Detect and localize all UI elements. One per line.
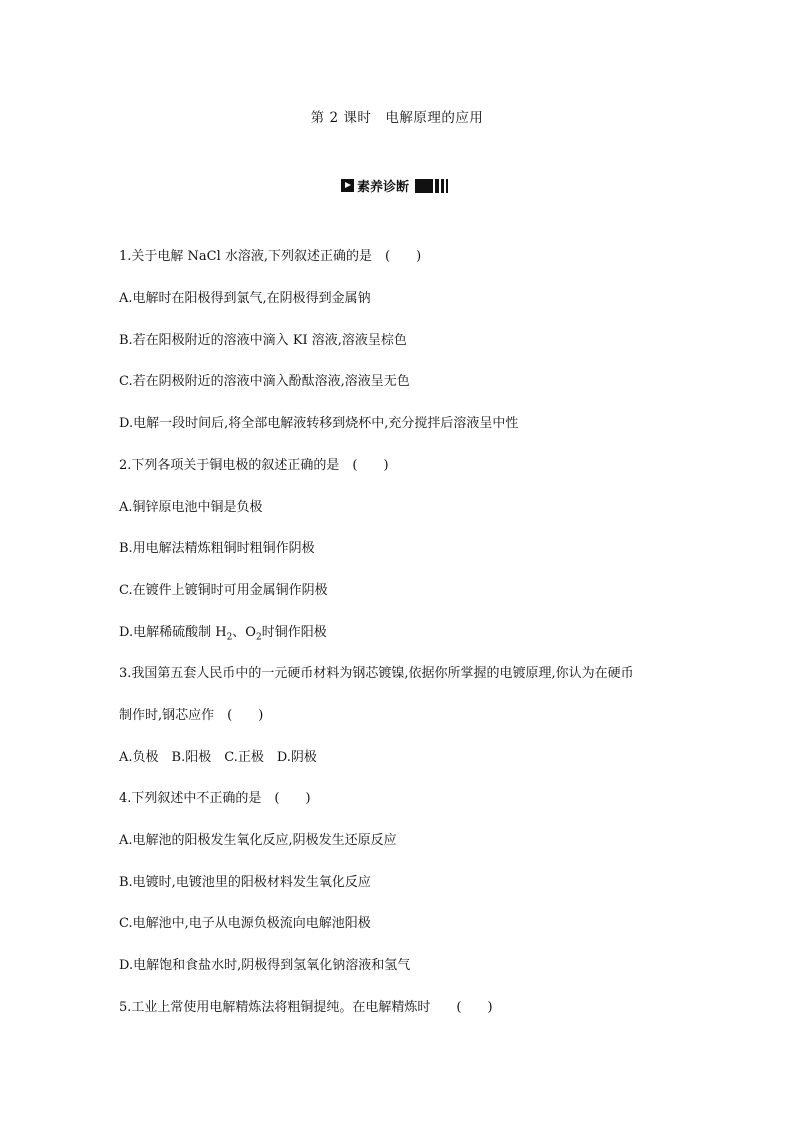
question-2: 2.下列各项关于铜电极的叙述正确的是 ( ) (119, 458, 389, 473)
section-banner (341, 177, 448, 194)
question-2-option-d (119, 621, 327, 643)
question-2-option-a: A.铜锌原电池中铜是负极 (119, 500, 263, 515)
section-label: 素养诊断 (357, 180, 410, 195)
question-3-continued: 制作时,钢芯应作 ( ) (119, 708, 264, 723)
q2d-sub1: 2 (226, 632, 233, 643)
question-3-options: A.负极 B.阳极 C.正极 D.阴极 (119, 750, 317, 765)
question-4-option-a: A.电解池的阳极发生氧化反应,阴极发生还原反应 (119, 833, 397, 848)
question-3: 3.我国第五套人民币中的一元硬币材料为钢芯镀镍,依据你所掌握的电镀原理,你认为在硬币 (119, 666, 634, 681)
q2d-suffix: 时铜作阳极 (261, 625, 327, 640)
page-title: 第 2 课时 电解原理的应用 (310, 110, 484, 126)
question-5: 5.工业上常使用电解精炼法将粗铜提纯。在电解精炼时 ( ) (119, 1000, 493, 1015)
question-1-option-c: C.若在阴极附近的溶液中滴入酚酞溶液,溶液呈无色 (119, 374, 410, 389)
question-4: 4.下列叙述中不正确的是 ( ) (119, 791, 311, 806)
question-1-option-a: A.电解时在阳极得到氯气,在阴极得到金属钠 (119, 291, 371, 306)
question-2-option-c: C.在镀件上镀铜时可用金属铜作阴极 (119, 583, 328, 598)
q2d-prefix: D.电解稀硫酸制 H (119, 625, 227, 640)
play-icon (341, 179, 354, 192)
decorative-bars-icon (415, 179, 448, 193)
question-4-option-d: D.电解饱和食盐水时,阴极得到氢氧化钠溶液和氢气 (119, 958, 411, 973)
question-1-option-d: D.电解一段时间后,将全部电解液转移到烧杯中,充分搅拌后溶液呈中性 (119, 416, 519, 431)
question-4-option-c: C.电解池中,电子从电源负极流向电解池阳极 (119, 916, 371, 931)
question-1: 1.关于电解 NaCl 水溶液,下列叙述正确的是 ( ) (119, 249, 422, 264)
question-2-option-b: B.用电解法精炼粗铜时粗铜作阴极 (119, 541, 315, 556)
q2d-sub2: 2 (255, 632, 262, 643)
question-4-option-b: B.电镀时,电镀池里的阳极材料发生氧化反应 (119, 875, 371, 890)
q2d-mid: 、O (232, 625, 256, 640)
question-1-option-b: B.若在阳极附近的溶液中滴入 KI 溶液,溶液呈棕色 (119, 333, 407, 348)
